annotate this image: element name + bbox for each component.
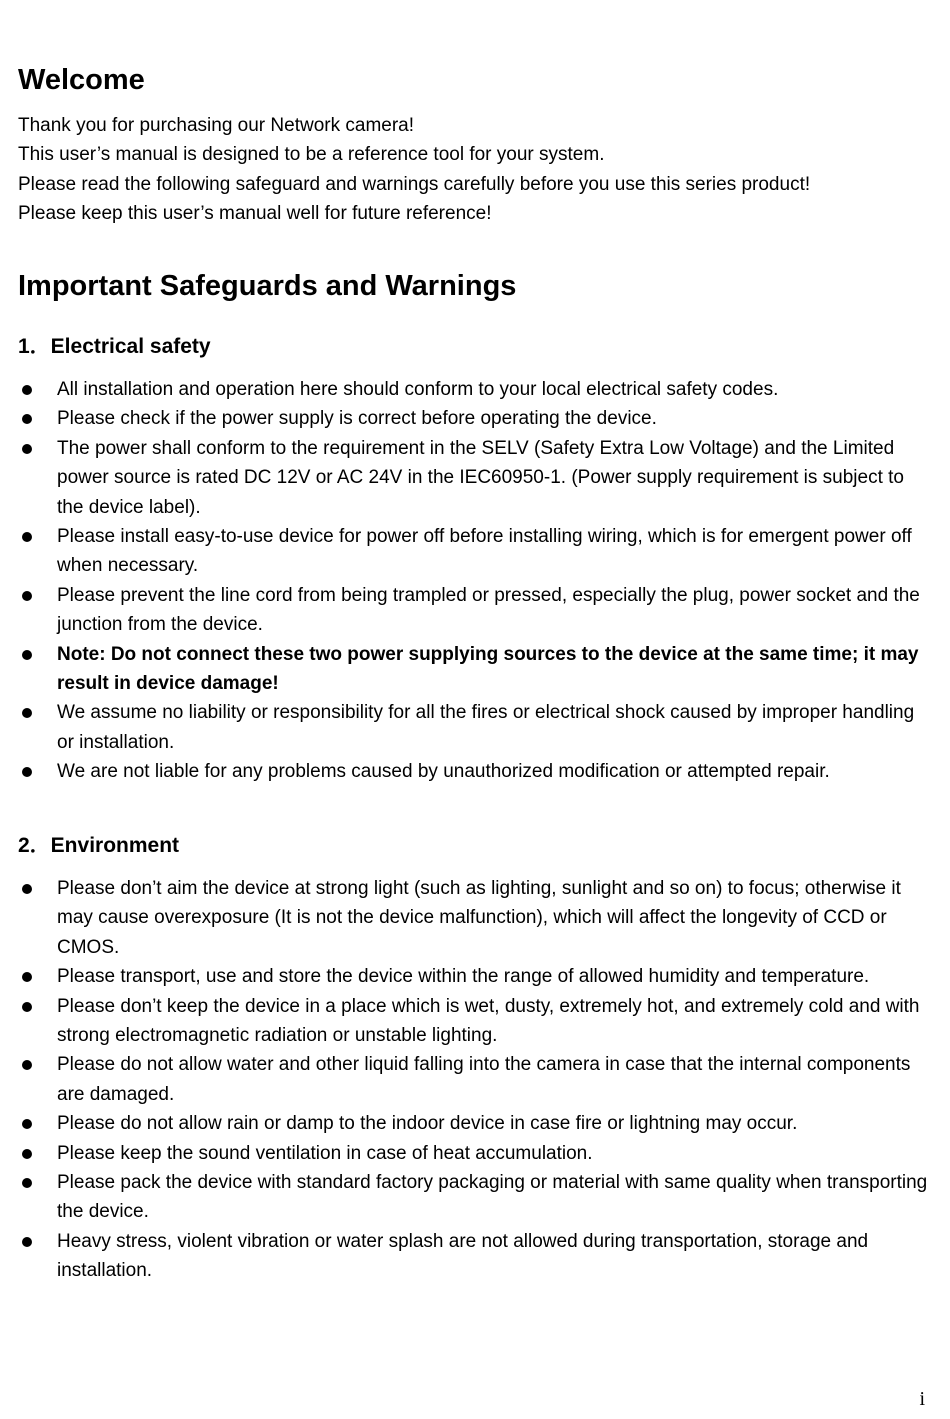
list-item-text: Please keep the sound ventilation in case of heat accumulation. [57, 1142, 593, 1164]
page-number: i [919, 1388, 925, 1410]
bullet-icon [22, 532, 32, 542]
list-item-text: Please don’t keep the device in a place which is wet, dusty, extremely hot, and extremely cold and with strong electromagnetic radiation or unstable lighting. [57, 995, 920, 1047]
intro-line: Thank you for purchasing our Network camera! [18, 115, 415, 136]
bullet-icon [22, 767, 32, 777]
list-item [0, 434, 930, 522]
list-item [0, 1227, 930, 1286]
list-item [0, 962, 930, 991]
list-item-text: Please prevent the line cord from being trampled or pressed, especially the plug, power socket and the junction from the device. [57, 584, 920, 636]
list-item-text: We assume no liability or responsibility for all the fires or electrical shock caused by improper handling or installation. [57, 702, 915, 753]
bullet-icon [22, 414, 32, 424]
list-item [0, 757, 930, 786]
intro-line: This user’s manual is designed to be a reference tool for your system. [18, 144, 605, 166]
list-item [0, 1139, 930, 1168]
list-item-text: Please do not allow rain or damp to the indoor device in case fire or lightning may occur. [57, 1113, 798, 1135]
section-heading-environment: 2．Environment [18, 834, 180, 857]
welcome-heading: Welcome [18, 64, 145, 96]
environment-list [0, 874, 930, 1286]
bullet-icon [22, 708, 32, 718]
list-item-text: Note: Do not connect these two power supplying sources to the device at the same time; it may result in device damage! [57, 643, 919, 695]
electrical-safety-list [0, 375, 930, 787]
list-item-text: All installation and operation here should conform to your local electrical safety codes. [57, 379, 779, 400]
list-item-text: Please pack the device with standard factory packaging or material with same quality when transporting the device. [57, 1172, 928, 1223]
bullet-icon [22, 1149, 32, 1159]
bullet-icon [22, 1178, 32, 1188]
bullet-icon [22, 1119, 32, 1129]
list-item-text: Heavy stress, violent vibration or water splash are not allowed during transportation, storage and installation. [57, 1230, 869, 1282]
list-item [0, 992, 930, 1051]
intro-line: Please read the following safeguard and warnings carefully before you use this series product! [18, 173, 811, 195]
list-item [0, 1050, 930, 1109]
bullet-icon [22, 650, 32, 660]
list-item-text: Please do not allow water and other liquid falling into the camera in case that the internal components are damaged. [57, 1054, 911, 1105]
bullet-icon [22, 444, 32, 454]
bullet-icon [22, 1002, 32, 1012]
safeguards-heading: Important Safeguards and Warnings [18, 270, 517, 302]
bullet-icon [22, 884, 32, 894]
intro-line: Please keep this user’s manual well for future reference! [18, 203, 492, 225]
list-item-text: Please check if the power supply is correct before operating the device. [57, 408, 657, 430]
list-item-text: Please install easy-to-use device for power off before installing wiring, which is for emergent power off when necessary. [57, 526, 912, 577]
list-item [0, 1168, 930, 1227]
bullet-icon [22, 591, 32, 601]
bullet-icon [22, 385, 32, 395]
bullet-icon [22, 1060, 32, 1070]
list-item [0, 375, 930, 404]
section-heading-electrical-safety: 1．Electrical safety [18, 335, 211, 358]
list-item-text: We are not liable for any problems caused by unauthorized modification or attempted repair. [57, 761, 830, 783]
list-item [0, 698, 930, 757]
bullet-icon [22, 1237, 32, 1247]
welcome-intro [18, 111, 810, 229]
bullet-icon [22, 972, 32, 982]
list-item-text: The power shall conform to the requirement in the SELV (Safety Extra Low Voltage) and the Limited power source is rated DC 12V or AC 24V in the IEC60950-1. (Power supply requirement is subject to the device label). [57, 437, 904, 518]
list-item-text: Please don’t aim the device at strong light (such as lighting, sunlight and so on) to focus; otherwise it may cause overexposure (It is not the device malfunction), which will affect the longevity of CCD or CMOS. [57, 878, 901, 958]
list-item [0, 522, 930, 581]
list-item [0, 874, 930, 962]
list-item [0, 404, 930, 433]
list-item [0, 1109, 930, 1138]
list-item-text: Please transport, use and store the device within the range of allowed humidity and temperature. [57, 966, 870, 988]
list-item-note [0, 640, 930, 699]
list-item [0, 581, 930, 640]
